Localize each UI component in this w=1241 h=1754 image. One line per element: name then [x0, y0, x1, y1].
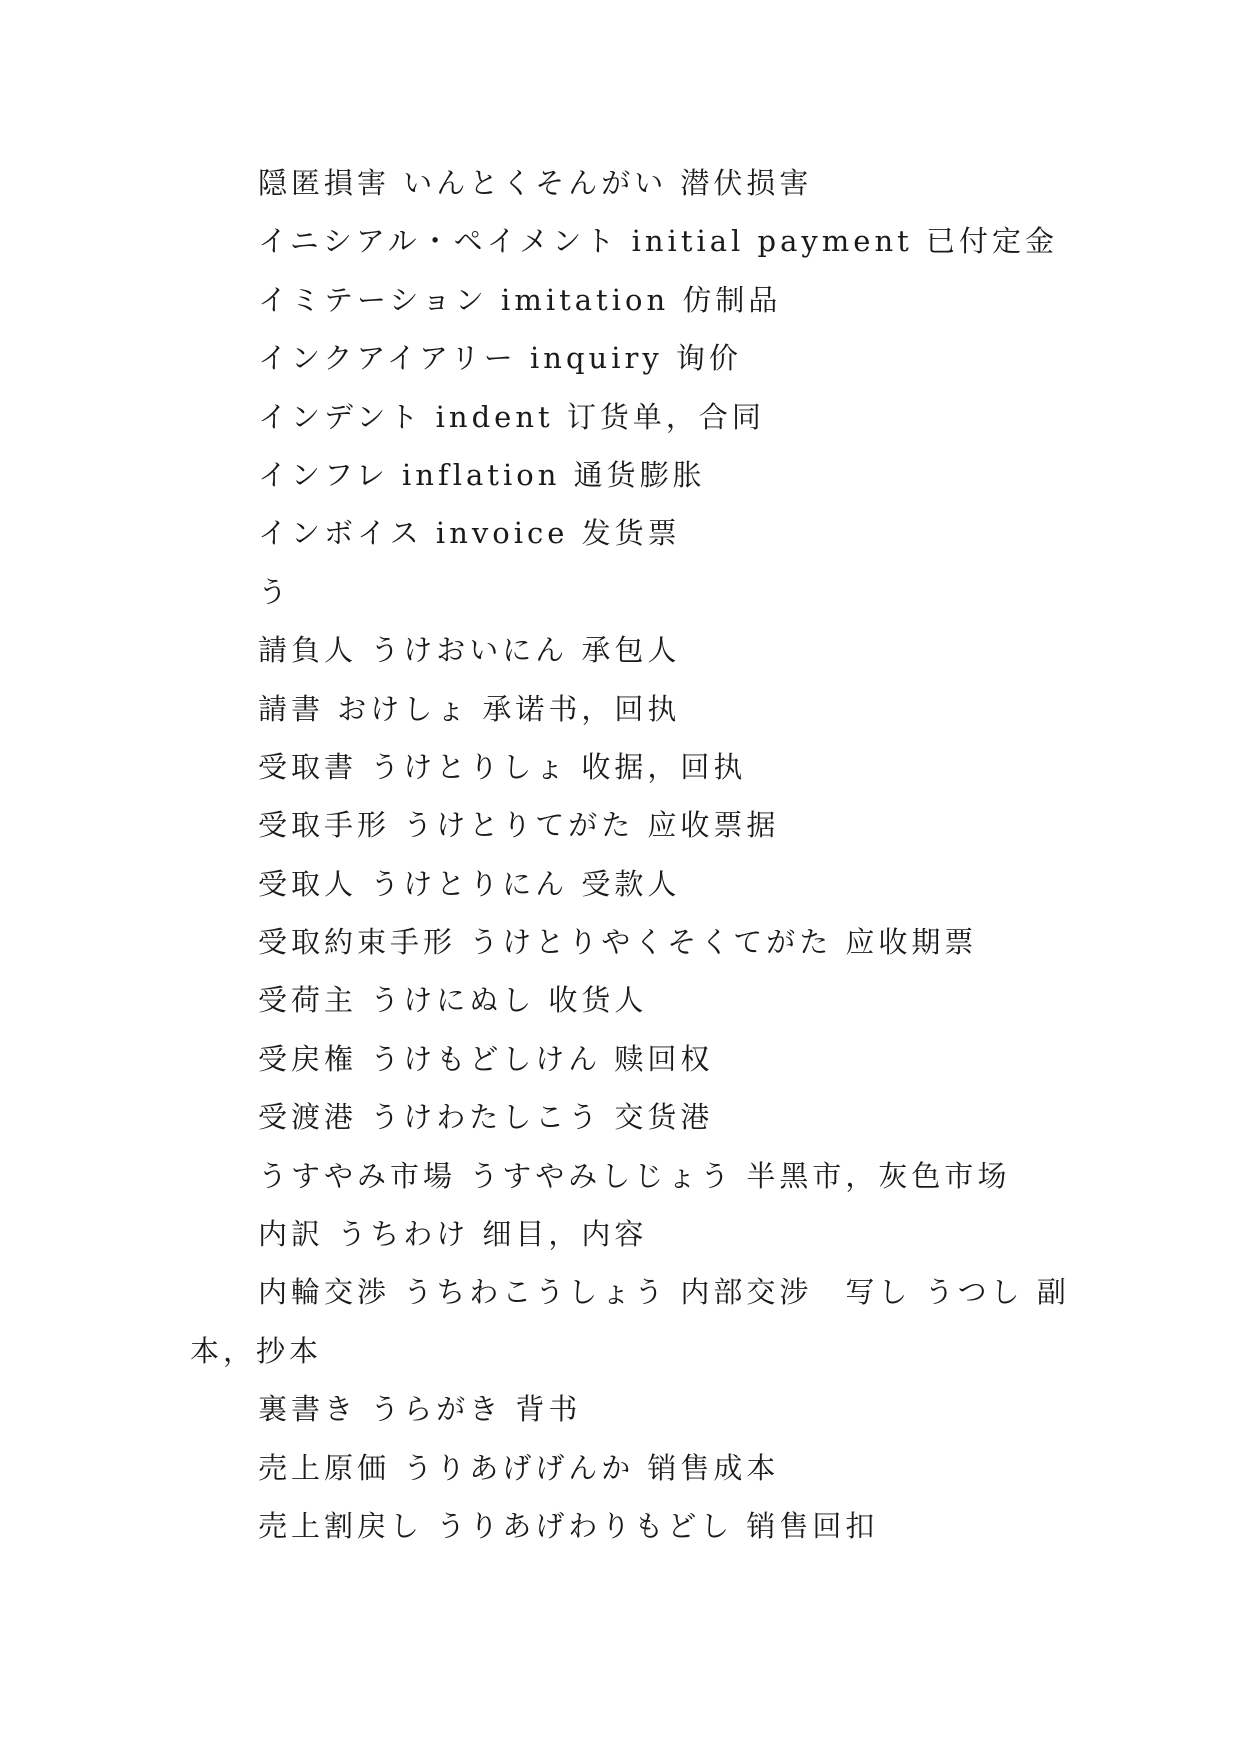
entry-line-wrapped: 内輪交渉 うちわこうしょう 内部交涉 写し うつし 副本，抄本 — [190, 1275, 1070, 1368]
entry-line: 受取書 うけとりしょ 收据，回执 — [258, 749, 747, 784]
entry-line: 受戻権 うけもどしけん 赎回权 — [258, 1041, 714, 1076]
entry-line: インフレ inflation 通货膨胀 — [258, 457, 706, 492]
entry-line: 受取約束手形 うけとりやくそくてがた 应收期票 — [258, 925, 978, 960]
entry-line: インクアイアリー inquiry 询价 — [258, 341, 742, 376]
entry-line: 裏書き うらがき 背书 — [258, 1392, 582, 1427]
entry-line: 受取人 うけとりにん 受款人 — [258, 866, 681, 901]
entry-line: 売上原価 うりあげげんか 销售成本 — [258, 1450, 780, 1485]
entry-line: インボイス invoice 发货票 — [258, 516, 681, 551]
document-page — [190, 154, 1070, 1555]
section-heading: う — [258, 574, 292, 609]
entry-line: 請書 おけしょ 承诺书，回执 — [258, 691, 681, 726]
entry-line: 受渡港 うけわたしこう 交货港 — [258, 1100, 714, 1135]
entry-line: 売上割戻し うりあげわりもどし 销售回扣 — [258, 1509, 879, 1544]
entry-line: インデント indent 订货单，合同 — [258, 399, 765, 434]
entry-line: 隠匿損害 いんとくそんがい 潜伏损害 — [258, 166, 813, 200]
entry-line: 請負人 うけおいにん 承包人 — [258, 633, 681, 668]
entry-line: イニシアル・ペイメント initial payment 已付定金 — [258, 224, 1058, 259]
entry-line: 受荷主 うけにぬし 收货人 — [258, 983, 648, 1018]
entry-line: イミテーション imitation 仿制品 — [258, 282, 782, 317]
entry-line: 受取手形 うけとりてがた 应收票据 — [258, 808, 780, 843]
entry-line: 内訳 うちわけ 细目，内容 — [258, 1217, 648, 1252]
entry-line: うすやみ市場 うすやみしじょう 半黑市，灰色市场 — [258, 1158, 1011, 1193]
